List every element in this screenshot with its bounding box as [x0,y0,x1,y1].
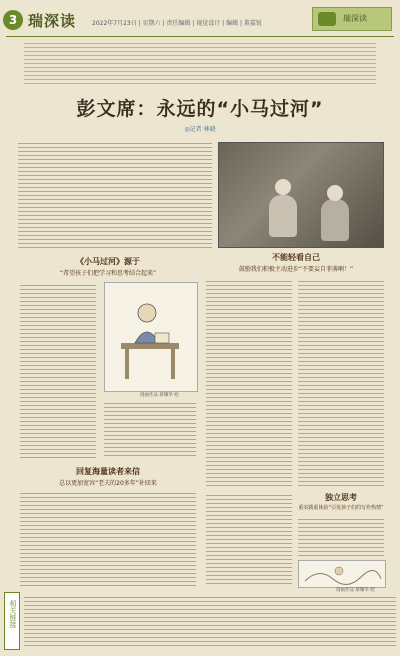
illustration [104,282,198,392]
column-title: 瑞深读 [28,12,77,30]
section-number-badge: 3 [3,10,23,30]
body-text-block [18,140,212,248]
page-header [0,0,400,38]
body-text-block [298,278,384,486]
body-text-block [298,516,384,558]
column-logo [312,7,392,31]
section-heading: 独立思考 [325,493,357,502]
body-text-block [20,282,96,458]
section-heading: 回复海量读者来信 [76,467,140,476]
section-subheading: 总以更加宽容“老夫的20多年”补回来 [59,480,157,487]
header-rule [6,36,394,37]
article-headline: 彭文席：永远的“小马过河” [76,98,324,120]
illustration [298,560,386,588]
footer-label: 相关链接 [9,600,17,628]
section-heading: 不能轻看自己 [272,253,320,262]
issue-meta: 2022年7月23日 | 星期六 | 责任编辑 | 视觉设计 | 编辑 | 董嘉锐 [92,20,262,27]
article-photo [218,142,384,248]
illustration-drawing [299,561,385,587]
illustration-caption: 漫画作品 蔡耀华 绘 [140,393,179,398]
section-subheading: “希望孩子们把学习和思考结合起来” [59,270,157,277]
section-subheading: 鼓励我们积极主动进步“不要妄自菲薄啊！” [238,266,354,273]
section-subheading: 重实践重体验“引发孩子们的写作热情” [298,505,384,511]
body-text-block [206,492,292,586]
body-text-block [20,490,196,586]
illustration-drawing [105,283,197,391]
article-byline: ◎记者 林晓 [184,126,216,133]
body-text-block [206,278,292,486]
logo-icon [318,12,336,26]
intro-text-block [24,40,376,86]
body-text-block [104,400,196,458]
footer-text-block [24,594,396,646]
section-heading: 《小马过河》源于 [76,257,140,266]
illustration-caption: 漫画作品 蔡耀华 绘 [336,588,375,593]
logo-text: 瑞深读 [343,14,367,23]
